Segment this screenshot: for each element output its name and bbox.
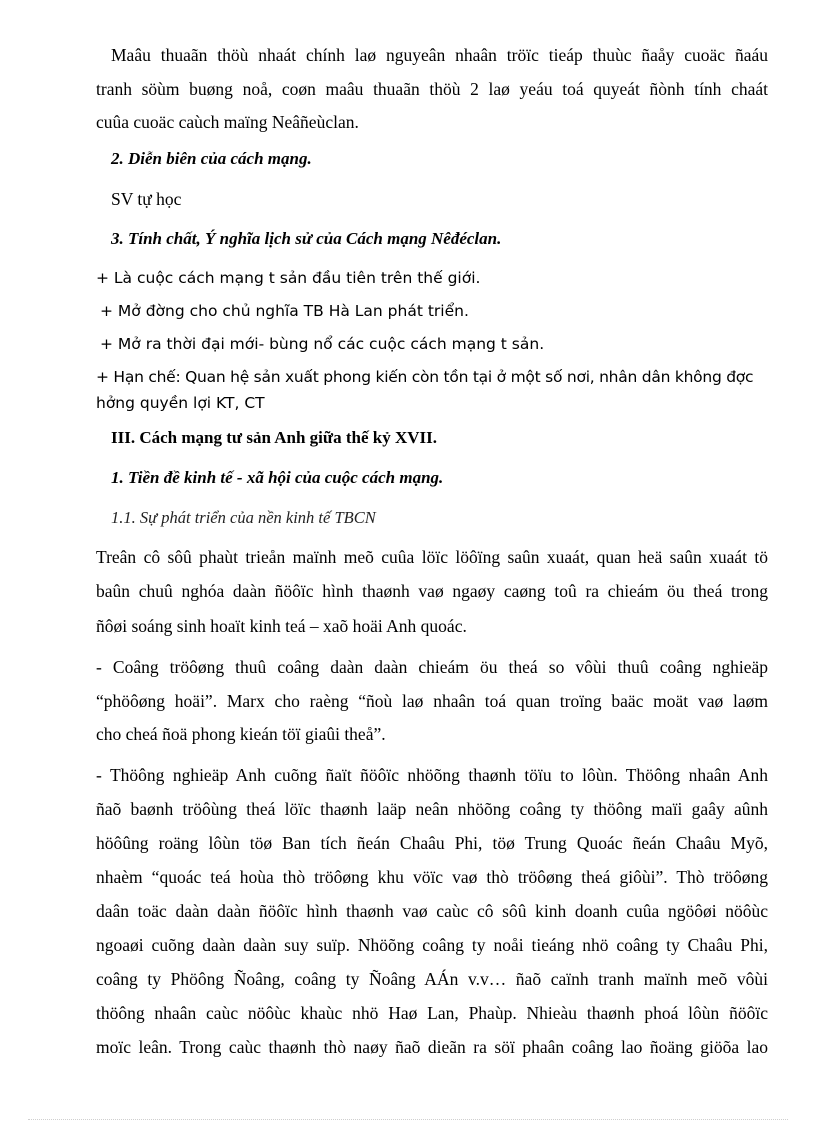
paragraph-line: coâng ty Phöông Ñoâng, coâng ty Ñoâng AÁn v.v… ñaõ caïnh tranh maïnh meõ vôùi [96,969,768,989]
bullet-item: + Là cuộc cách mạng t sản đầu tiên trên thế giới. [96,269,481,287]
bullet-line: hởng quyền lợi KT, CT [96,394,265,412]
paragraph-line: nhaèm “quoác teá hoùa thò tröôøng khu vöïc vaø thò tröôøng theá giôùi”. Thò tröôøng [96,867,768,887]
paragraph-line: moïc leân. Trong caùc thaønh thò naøy ñaõ dieãn ra söï phaân coâng lao ñoäng giöõa lao [96,1037,768,1057]
paragraph-line: tranh söùm buøng noå, coøn maâu thuaãn thöù 2 laø yeáu toá quyeát ñònh tính chaát [96,79,768,99]
heading-tinh-chat: 3. Tính chất, Ý nghĩa lịch sử của Cách mạng Nêđéclan. [111,229,502,248]
bullet-line: + Hạn chế: Quan hệ sản xuất phong kiến còn tồn tại ở một số nơi, nhân dân không đợc [96,368,754,386]
paragraph-line: ñôøi soáng sinh hoaït kinh teá – xaõ hoäi Anh quoác. [96,616,467,636]
paragraph-line: - Coâng tröôøng thuû coâng daàn daàn chieám öu theá so vôùi thuû coâng nghieäp [96,657,768,677]
paragraph-line: - Thöông nghieäp Anh cuõng ñaït ñöôïc nhöõng thaønh töïu to lôùn. Thöông nhaân Anh [96,765,768,785]
self-study-note: SV tự học [111,189,182,209]
paragraph-contradiction [96,38,768,106]
paragraph-capitalism [96,540,768,608]
paragraph-line: höôûng roäng lôùn töø Ban tích ñeán Chaâu Phi, töø Trung Quoác ñeán Chaâu Myõ, [96,833,768,853]
paragraph-line: Maâu thuaãn thöù nhaát chính laø nguyeân nhaân tröïc tieáp thuùc ñaåy cuoäc ñaáu [111,45,768,65]
paragraph-line: Treân cô sôû phaùt trieån maïnh meõ cuûa löïc löôïng saûn xuaát, quan heä saûn xuaát tö [96,547,768,567]
heading-section-iii: III. Cách mạng tư sản Anh giữa thế kỷ XVII. [111,428,437,447]
paragraph-commerce [96,758,768,1064]
heading-tien-de: 1. Tiền đề kinh tế - xã hội của cuộc cách mạng. [111,468,444,487]
page-footer-divider [28,1119,788,1120]
heading-subsection-1-1: 1.1. Sự phát triển của nền kinh tế TBCN [111,508,376,527]
bullet-item: + Mở đờng cho chủ nghĩa TB Hà Lan phát triển. [100,302,469,320]
heading-dien-bien: 2. Diễn biên của cách mạng. [111,149,312,168]
bullet-item: + Mở ra thời đại mới- bùng nổ các cuộc cách mạng t sản. [100,335,545,353]
paragraph-line: ngoaøi cuõng daàn daàn suy suïp. Nhöõng coâng ty noåi tieáng nhö coâng ty Chaâu Phi, [96,935,768,955]
paragraph-line: cuûa cuoäc caùch maïng Neâñeùclan. [96,112,359,132]
paragraph-line: “phöôøng hoäi”. Marx cho raèng “ñoù laø nhaân toá quan troïng baäc moät vaø laøm [96,691,768,711]
paragraph-line: cho cheá ñoä phong kieán töï giaûi theå”. [96,724,386,744]
paragraph-line: baûn chuû nghóa daàn ñöôïc hình thaønh vaø ngaøy caøng toû ra chieám öu theá trong [96,581,768,601]
bullet-item-limitation [96,364,761,416]
paragraph-line: ñaõ baønh tröôùng theá löïc thaønh laäp neân nhöõng coâng ty thöông maïi gaây aûnh [96,799,768,819]
paragraph-manufactory [96,650,768,718]
paragraph-line: thöông nhaân caùc nöôùc khaùc nhö Haø Lan, Phaùp. Nhieàu thaønh phoá lôùn ñöôïc [96,1003,768,1023]
paragraph-line: daân toäc daàn daàn ñöôïc hình thaønh vaø caùc cô sôû kinh doanh cuûa ngöôøi nöôùc [96,901,768,921]
